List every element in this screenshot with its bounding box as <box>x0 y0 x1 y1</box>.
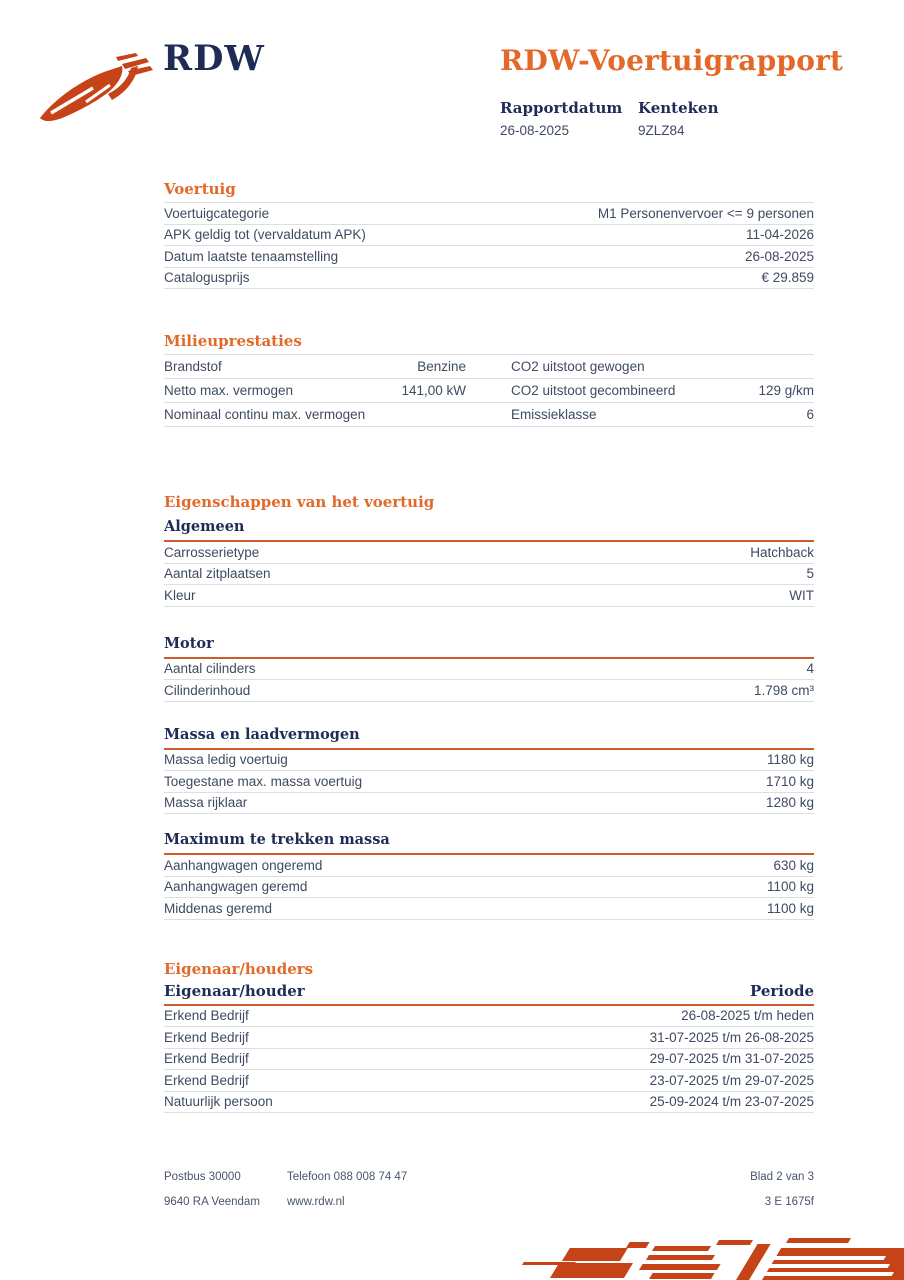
table-row <box>164 1027 814 1049</box>
row-label: Brandstof <box>164 359 222 374</box>
row-label: CO2 uitstoot gecombineerd <box>511 383 676 398</box>
row-label: Catalogusprijs <box>164 270 250 286</box>
table-row <box>164 1049 814 1071</box>
table-row <box>164 1070 814 1092</box>
table-row <box>164 855 814 877</box>
report-meta <box>500 99 820 138</box>
section-title-eigenaar-houders: Eigenaar/houders <box>164 959 314 978</box>
table-row <box>164 1006 814 1028</box>
report-header <box>500 44 844 138</box>
table-row <box>164 355 814 379</box>
owner-name: Natuurlijk persoon <box>164 1094 273 1110</box>
footer-website: www.rdw.nl <box>287 1196 345 1208</box>
section-voertuig <box>164 180 814 289</box>
row-value: 1280 kg <box>765 795 814 811</box>
report-date-label: Rapportdatum <box>500 99 623 117</box>
section-eigenaar-houders <box>164 960 814 1114</box>
owner-period: 26-08-2025 t/m heden <box>681 1008 814 1024</box>
subsection-title-massa: Massa en laadvermogen <box>164 726 814 750</box>
row-label: Aanhangwagen ongeremd <box>164 857 323 873</box>
owner-name: Erkend Bedrijf <box>164 1051 249 1067</box>
table-row <box>164 379 814 403</box>
table-row <box>164 771 814 793</box>
row-value: 1.798 cm³ <box>753 682 814 698</box>
table-row <box>164 898 814 920</box>
rdw-wordmark: RDW <box>163 38 265 79</box>
row-value: WIT <box>789 587 814 603</box>
table-row <box>164 1092 814 1114</box>
subsection-massa-en-laadvermogen <box>164 726 814 815</box>
owner-period: 25-09-2024 t/m 23-07-2025 <box>649 1094 814 1110</box>
row-value: 5 <box>806 566 814 582</box>
subsection-algemeen <box>164 518 814 607</box>
table-row <box>164 268 814 290</box>
row-value: Hatchback <box>750 544 814 560</box>
subsection-title-algemeen: Algemeen <box>164 518 814 542</box>
table-row <box>164 203 814 225</box>
table-row <box>164 585 814 607</box>
subsection-title-motor: Motor <box>164 635 814 659</box>
row-value: 1100 kg <box>766 879 814 895</box>
table-row <box>164 877 814 899</box>
row-value: 1100 kg <box>766 900 814 916</box>
footer-phone: Telefoon 088 008 74 47 <box>287 1171 408 1183</box>
table-row <box>164 659 814 681</box>
row-label: Massa ledig voertuig <box>164 752 288 768</box>
license-plate-label: Kenteken <box>638 99 719 117</box>
speed-stripes-icon <box>500 1234 904 1280</box>
row-label: Aanhangwagen geremd <box>164 879 308 895</box>
table-row <box>164 246 814 268</box>
row-value: 129 g/km <box>758 383 814 398</box>
owners-table-header <box>164 982 814 1006</box>
subsection-title-maximum-te-trekken-massa: Maximum te trekken massa <box>164 831 814 855</box>
section-eigenschappen <box>164 493 814 920</box>
section-milieuprestaties <box>164 332 814 427</box>
owners-column-owner: Eigenaar/houder <box>164 981 305 1000</box>
table-row <box>164 750 814 772</box>
owner-name: Erkend Bedrijf <box>164 1008 249 1024</box>
row-value: 1180 kg <box>766 752 814 768</box>
owner-period: 29-07-2025 t/m 31-07-2025 <box>649 1051 814 1067</box>
row-value: 11-04-2026 <box>745 227 814 243</box>
row-label: Carrosserietype <box>164 544 260 560</box>
table-row <box>164 225 814 247</box>
owner-period: 23-07-2025 t/m 29-07-2025 <box>649 1072 814 1088</box>
row-label: Emissieklasse <box>511 407 597 422</box>
table-row <box>164 680 814 702</box>
row-value: 630 kg <box>773 857 814 873</box>
table-row <box>164 564 814 586</box>
row-label: Toegestane max. massa voertuig <box>164 773 363 789</box>
rdw-feather-logo-icon <box>36 52 156 134</box>
table-row <box>164 403 814 427</box>
row-label: Middenas geremd <box>164 900 273 916</box>
report-date-value: 26-08-2025 <box>500 123 570 138</box>
footer-address-line2: 9640 RA Veendam <box>164 1196 260 1208</box>
subsection-motor <box>164 635 814 702</box>
section-title-voertuig: Voertuig <box>164 180 236 198</box>
row-label: Aantal cilinders <box>164 661 256 677</box>
license-plate-value: 9ZLZ84 <box>638 123 685 138</box>
row-label: Nominaal continu max. vermogen <box>164 407 366 422</box>
footer-page-indicator: Blad 2 van 3 <box>750 1171 814 1183</box>
row-label: Kleur <box>164 587 196 603</box>
row-value: 4 <box>806 661 814 677</box>
row-value: € 29.859 <box>761 270 814 286</box>
section-title-milieuprestaties: Milieuprestaties <box>164 332 302 350</box>
subsection-maximum-te-trekken-massa <box>164 831 814 920</box>
row-label: Voertuigcategorie <box>164 205 270 221</box>
row-label: Aantal zitplaatsen <box>164 566 271 582</box>
row-value: 6 <box>806 407 814 422</box>
license-plate-block <box>638 99 776 138</box>
table-row <box>164 793 814 815</box>
row-label: Cilinderinhoud <box>164 682 251 698</box>
report-body <box>164 180 814 1113</box>
table-row <box>164 542 814 564</box>
row-value: 141,00 kW <box>401 383 466 398</box>
report-date-block <box>500 99 638 138</box>
row-label: APK geldig tot (vervaldatum APK) <box>164 227 366 243</box>
footer-doc-code: 3 E 1675f <box>764 1196 814 1208</box>
page-footer <box>164 1171 814 1221</box>
row-label: Datum laatste tenaamstelling <box>164 248 339 264</box>
row-value: 26-08-2025 <box>744 248 814 264</box>
row-label: CO2 uitstoot gewogen <box>511 359 645 374</box>
page-title: RDW-Voertuigrapport <box>500 44 844 77</box>
owners-column-period: Periode <box>749 981 814 1000</box>
owner-name: Erkend Bedrijf <box>164 1072 249 1088</box>
footer-address-line1: Postbus 30000 <box>164 1171 241 1183</box>
row-value: M1 Personenvervoer <= 9 personen <box>597 205 814 221</box>
section-title-eigenschappen: Eigenschappen van het voertuig <box>164 493 435 511</box>
row-label: Massa rijklaar <box>164 795 248 811</box>
row-value: 1710 kg <box>765 773 814 789</box>
owner-period: 31-07-2025 t/m 26-08-2025 <box>649 1029 814 1045</box>
owner-name: Erkend Bedrijf <box>164 1029 249 1045</box>
row-label: Netto max. vermogen <box>164 383 294 398</box>
row-value: Benzine <box>417 359 466 374</box>
